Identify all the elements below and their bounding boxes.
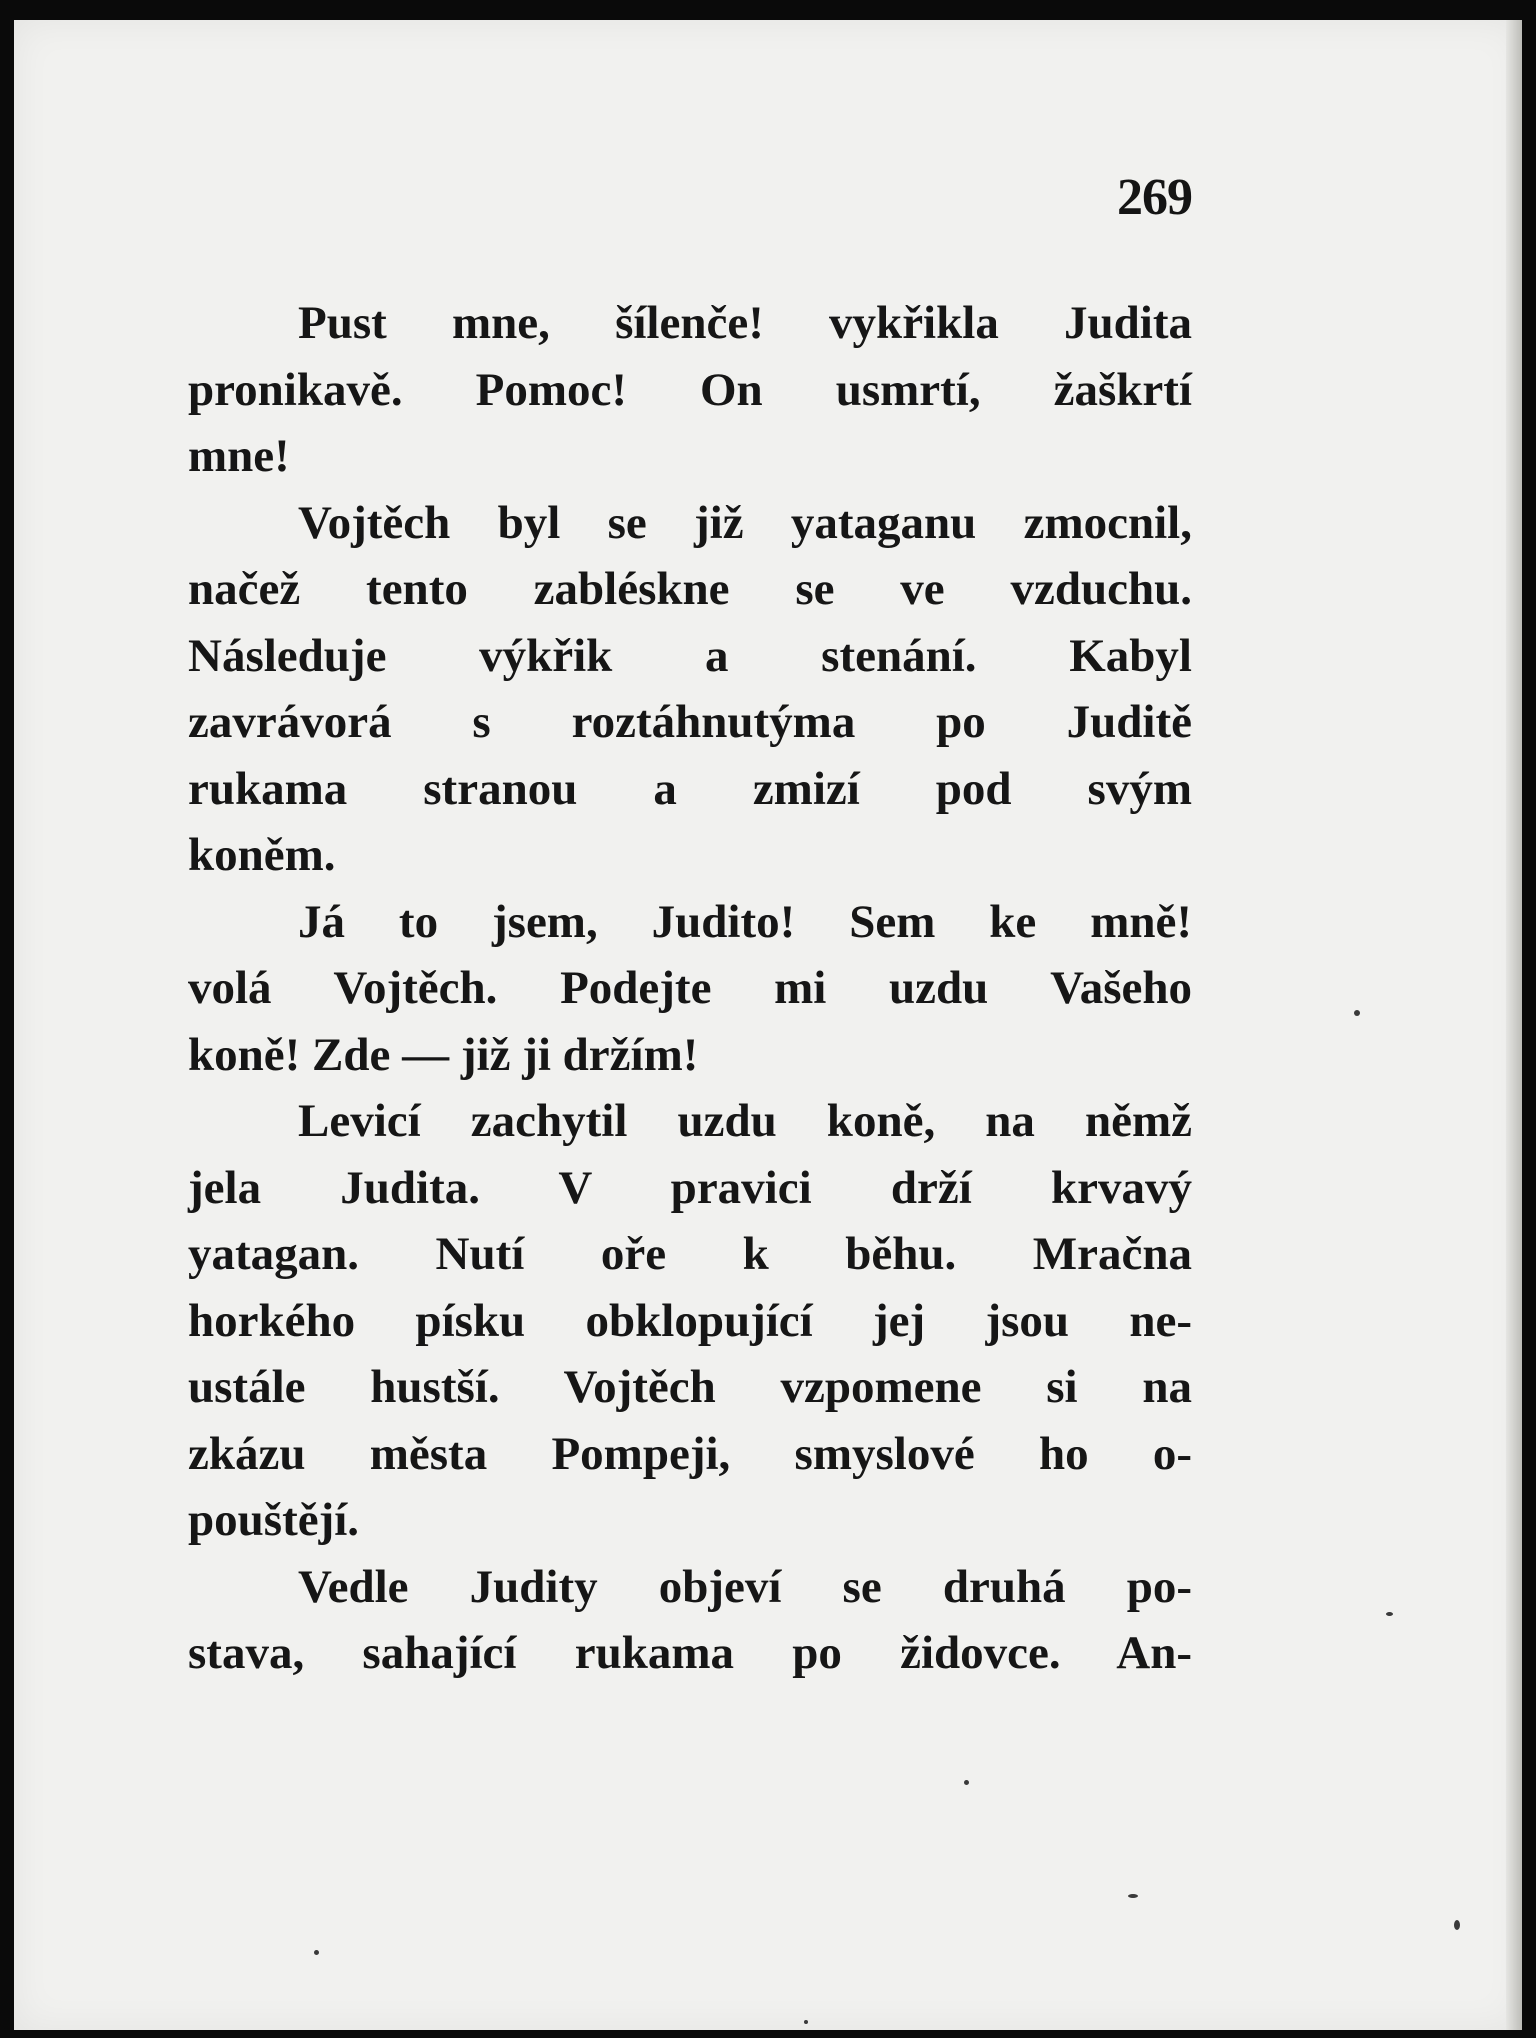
dust-speck bbox=[1454, 1920, 1460, 1930]
text-line-9: koněm. bbox=[188, 829, 336, 881]
text-line-17: ustále hustší. Vojtěch vzpomene si na bbox=[188, 1361, 1192, 1413]
text-line-11: volá Vojtěch. Podejte mi uzdu Vašeho bbox=[188, 962, 1192, 1014]
text-line-18: zkázu města Pompeji, smyslové ho o- bbox=[188, 1427, 1192, 1480]
dust-speck bbox=[1354, 1010, 1360, 1016]
text-line-2: pronikavě. Pomoc! On usmrtí, žaškrtí bbox=[188, 363, 1192, 416]
text-line-8: rukama stranou a zmizí pod svým bbox=[188, 762, 1192, 815]
text-line-19: pouštějí. bbox=[188, 1494, 360, 1546]
text-line-5: načež tento zabléskne se ve vzduchu. bbox=[188, 563, 1192, 615]
body-text bbox=[188, 290, 1192, 1687]
dust-speck bbox=[314, 1950, 319, 1955]
text-line-3: mne! bbox=[188, 430, 290, 482]
text-line-13: Levicí zachytil uzdu koně, na němž bbox=[298, 1095, 1192, 1147]
book-page bbox=[14, 20, 1522, 2030]
text-line-14: jela Judita. V pravici drží krvavý bbox=[188, 1161, 1192, 1214]
dust-speck bbox=[1386, 1612, 1393, 1616]
dust-speck bbox=[1128, 1894, 1138, 1898]
dust-speck bbox=[964, 1780, 969, 1785]
dust-speck bbox=[804, 2020, 808, 2024]
text-line-4: Vojtěch byl se již yataganu zmocnil, bbox=[298, 496, 1192, 549]
page-edge-shadow bbox=[1506, 20, 1522, 2030]
page-number: 269 bbox=[1117, 169, 1192, 226]
text-line-21: stava, sahající rukama po židovce. An- bbox=[188, 1627, 1192, 1679]
text-line-20: Vedle Judity objeví se druhá po- bbox=[298, 1560, 1192, 1613]
text-line-1: Pust mne, šílenče! vykřikla Judita bbox=[298, 297, 1192, 349]
text-line-10: Já to jsem, Judito! Sem ke mně! bbox=[298, 895, 1192, 948]
text-line-15: yatagan. Nutí oře k běhu. Mračna bbox=[188, 1228, 1192, 1280]
text-line-12: koně! Zde — již ji držím! bbox=[188, 1028, 699, 1081]
text-line-6: Následuje výkřik a stenání. Kabyl bbox=[188, 629, 1192, 682]
text-line-7: zavrávorá s roztáhnutýma po Juditě bbox=[188, 696, 1192, 748]
text-line-16: horkého písku obklopující jej jsou ne- bbox=[188, 1294, 1192, 1347]
